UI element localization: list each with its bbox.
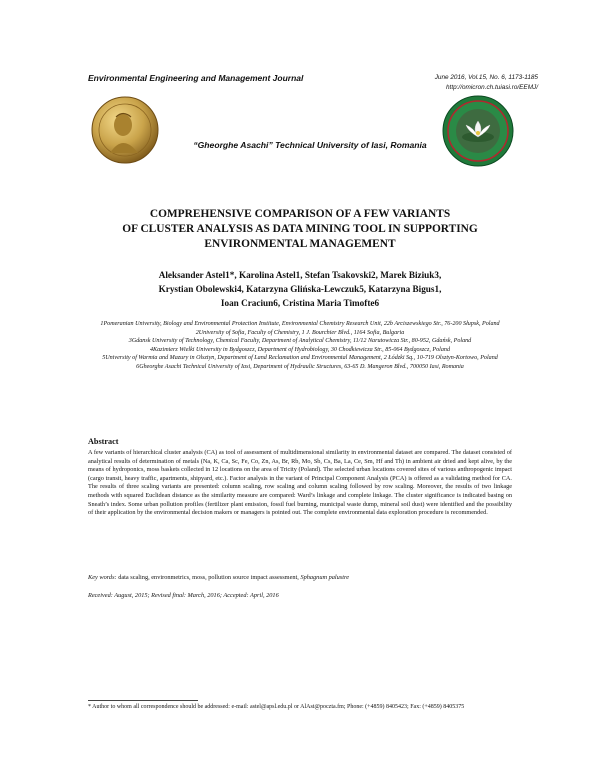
received-dates: Received: August, 2015; Revised final: March, 2016; Accepted: April, 2016	[88, 592, 279, 599]
paper-title	[80, 207, 520, 252]
abstract-heading: Abstract	[88, 437, 119, 446]
affiliation: 5University of Warmia and Mazury in Olsztyn, Department of Land Reclamation and Environmental Management, 2 Łódzki Sq., 10-719 Olsztyn-Kortowo, Poland	[102, 355, 498, 362]
footnote-divider	[88, 700, 198, 701]
authors-line: Aleksander Astel1*, Karolina Astel1, Stefan Tsakovski2, Marek Biziuk3,	[158, 270, 442, 280]
keywords-text: data scaling, environmetrics, moss, pollution source impact assessment,	[118, 574, 299, 581]
affiliation: 2University of Sofia, Faculty of Chemistry, 1 J. Bourchier Blvd., 1164 Sofia, Bulgaria	[195, 329, 405, 336]
title-line: OF CLUSTER ANALYSIS AS DATA MINING TOOL IN SUPPORTING	[122, 223, 478, 235]
affiliation: 1Pomeranian University, Biology and Environmental Protection Institute, Environmental Chemistry Research Unit, 22b Arciszewskiego Str., 76-200 Słupsk, Poland	[100, 321, 500, 327]
affiliations	[88, 320, 512, 372]
journal-name: Environmental Engineering and Management Journal	[88, 73, 304, 83]
authors-line: Ioan Craciun6, Cristina Maria Timofte6	[220, 298, 380, 308]
journal-url[interactable]: http://omicron.ch.tuiasi.ro/EEMJ/	[446, 84, 538, 91]
keywords-species: Sphagnum palustre	[300, 574, 350, 581]
title-line: COMPREHENSIVE COMPARISON OF A FEW VARIANTS	[149, 208, 451, 220]
affiliation: 3Gdansk University of Technology, Chemical Faculty, Department of Analytical Chemistry, 11/12 Narutowicza Str., 80-952, Gdańsk, Poland	[128, 338, 472, 345]
issue-line: June 2016, Vol.15, No. 6, 1173-1185	[434, 74, 538, 81]
keywords	[88, 574, 512, 583]
author-list	[80, 268, 520, 310]
footnote: * Author to whom all correspondence should be addressed: e-mail: astel@apsl.edu.pl or AlAst@poczta.fm; Phone: (+4859) 8405423; Fax: (+4859) 8405375	[88, 704, 465, 710]
abstract-body: A few variants of hierarchical cluster analysis (CA) as tool of assessment of multidimensional similarity in environmental dataset are compared. The dataset consisted of analytical results of determination of metals (Na, K, Ca, Sc, Fe, Co, Zn, As, Br, Rb, Mo, Sb, Cs, Ba, La, Ce, Sm, Hf and Th) in ambient air dried and kept alive, by the means of hydroponics, moss baskets collected in 12 locations on the area of Tricity (Poland). The selected urban locations covered sites of various anthropogenic impact (cargo transit, heavy traffic, apartments, shipyard, etc.). Factor analysis in the variant of Principal Component Analysis (PCA) is offered as a validating method for CA. The results of three scaling variants are presented: column scaling, row scaling and column scaling followed by row scaling. Moreover, the results of two linkage methods with squared Euclidean distance as the similarity measure are compared: Ward’s linkage and complete linkage. The cluster significance is indicated basing on Sneath’s index. Some urban pollution profiles (fertilizer plant emission, fossil fuel burning, municipal waste dump, mineral soil dust) were identified and the possibility of their application by the environmental decision makers or managers is pointed out. The complete environmental data exploration procedure is recommended.	[88, 449, 512, 517]
lotus-journal-badge-icon	[442, 95, 514, 167]
university-name: “Gheorghe Asachi” Technical University of Iasi, Romania	[193, 140, 427, 150]
affiliation: 6Gheorghe Asachi Technical University of Iasi, Department of Hydraulic Structures, 63-65 D. Mangeron Blvd., 700050 Iasi, Romania	[136, 363, 464, 370]
authors-line: Krystian Obolewski4, Katarzyna Glińska-Lewczuk5, Katarzyna Bigus1,	[158, 284, 442, 294]
medal-portrait-icon	[90, 95, 160, 165]
title-line: ENVIRONMENTAL MANAGEMENT	[204, 238, 396, 250]
keywords-label: Key words:	[88, 574, 117, 581]
issue-info	[435, 73, 538, 93]
affiliation: 4Kazimierz Wielki University in Bydgoszcz, Department of Hydrobiology, 30 Chodkiewicza Str., 85-064 Bydgoszcz, Poland	[149, 346, 451, 353]
